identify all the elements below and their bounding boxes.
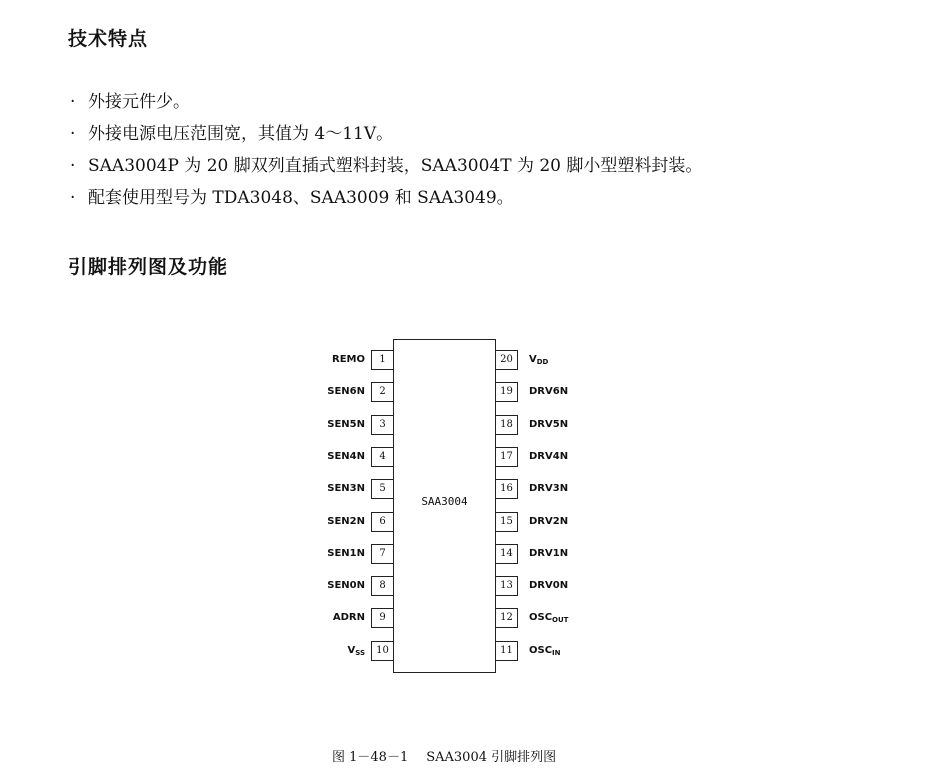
figure-number: 图 1－48－1 bbox=[332, 750, 409, 765]
pin-4-box: 4 bbox=[371, 447, 393, 467]
list-item: · 配套使用型号为 TDA3048、SAA3009 和 SAA3049。 bbox=[70, 188, 514, 208]
pin-14-label: DRV1N bbox=[529, 548, 569, 559]
list-item: · 外接元件少。 bbox=[70, 92, 190, 112]
pin-10-label: $V_{SS}$ bbox=[347, 645, 365, 657]
features-heading: 技术特点 bbox=[68, 28, 149, 50]
features-list bbox=[70, 86, 702, 214]
pin-15-box: 15 bbox=[496, 512, 518, 532]
pin-5-box: 5 bbox=[371, 479, 393, 499]
bullet-text: 外接元件少。 bbox=[88, 92, 190, 112]
pin-13-label: DRV0N bbox=[529, 580, 569, 591]
pin-8-box: 8 bbox=[371, 576, 393, 596]
pin-17-label: DRV4N bbox=[529, 451, 569, 462]
pin-3-box: 3 bbox=[371, 415, 393, 435]
pin-1-label: REMO bbox=[332, 354, 365, 365]
pins-heading: 引脚排列图及功能 bbox=[68, 256, 229, 278]
pin-13-box: 13 bbox=[496, 576, 518, 596]
pin-4-label: SEN4N bbox=[327, 451, 365, 462]
pin-10-box: 10 bbox=[371, 641, 393, 661]
pin-11-label: $OSC_{IN}$ bbox=[529, 645, 561, 657]
figure-caption bbox=[332, 746, 556, 765]
pin-2-box: 2 bbox=[371, 382, 393, 402]
pin-7-box: 7 bbox=[371, 544, 393, 564]
figure-title: SAA3004 引脚排列图 bbox=[426, 750, 557, 765]
pin-5-label: SEN3N bbox=[327, 483, 365, 494]
pin-7-label: SEN1N bbox=[327, 548, 365, 559]
chip-name: SAA3004 bbox=[421, 495, 468, 508]
pin-15-label: DRV2N bbox=[529, 516, 569, 527]
bullet-text: 外接电源电压范围宽，其值为 4～11V。 bbox=[88, 124, 394, 144]
pin-2-label: SEN6N bbox=[327, 386, 365, 397]
pin-11-box: 11 bbox=[496, 641, 518, 661]
pin-20-box: 20 bbox=[496, 350, 518, 370]
bullet-text: 配套使用型号为 TDA3048、SAA3009 和 SAA3049。 bbox=[88, 188, 514, 208]
pin-18-box: 18 bbox=[496, 415, 518, 435]
list-item: · SAA3004P 为 20 脚双列直插式塑料封装，SAA3004T 为 20 脚小型塑料封装。 bbox=[70, 156, 703, 176]
pin-1-box: 1 bbox=[371, 350, 393, 370]
bullet-text: SAA3004P 为 20 脚双列直插式塑料封装，SAA3004T 为 20 脚小型塑料封装。 bbox=[88, 156, 703, 176]
pin-16-box: 16 bbox=[496, 479, 518, 499]
pin-3-label: SEN5N bbox=[327, 419, 365, 430]
pin-8-label: SEN0N bbox=[327, 580, 365, 591]
pin-6-label: SEN2N bbox=[327, 516, 365, 527]
pin-14-box: 14 bbox=[496, 544, 518, 564]
pin-16-label: DRV3N bbox=[529, 483, 569, 494]
pin-12-label: $OSC_{OUT}$ bbox=[529, 612, 569, 624]
pin-9-label: ADRN bbox=[332, 612, 365, 623]
pin-6-box: 6 bbox=[371, 512, 393, 532]
pin-19-box: 19 bbox=[496, 382, 518, 402]
chip-body bbox=[393, 339, 496, 673]
list-item: · 外接电源电压范围宽，其值为 4～11V。 bbox=[70, 124, 394, 144]
pin-17-box: 17 bbox=[496, 447, 518, 467]
pin-19-label: DRV6N bbox=[529, 386, 569, 397]
pin-12-box: 12 bbox=[496, 608, 518, 628]
pin-20-label: $V_{DD}$ bbox=[529, 354, 549, 366]
pin-9-box: 9 bbox=[371, 608, 393, 628]
pin-18-label: DRV5N bbox=[529, 419, 569, 430]
